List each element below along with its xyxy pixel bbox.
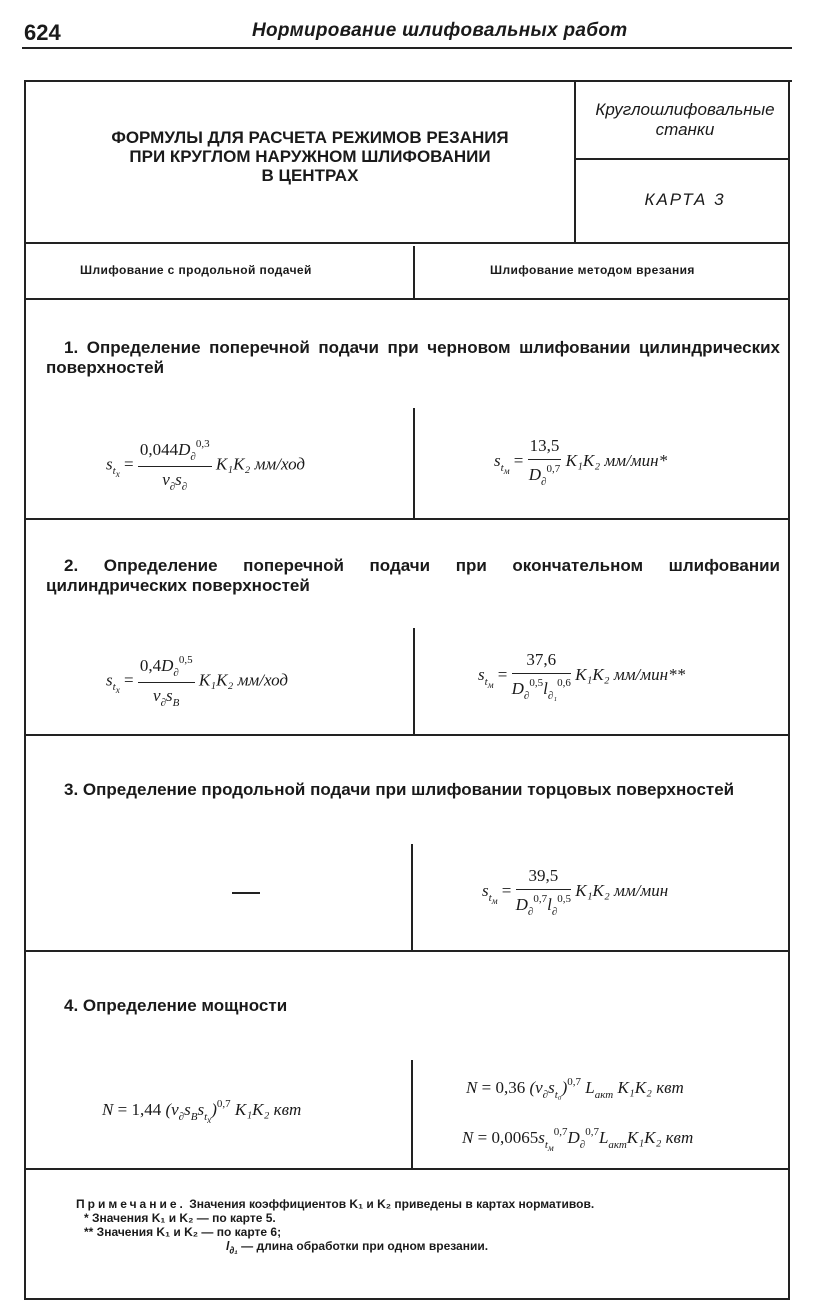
frame-top — [24, 80, 792, 82]
section-1-divider — [413, 408, 415, 518]
formula-4-left: N = 1,44 $(v_\partial s_Bs_{t_x})^{0,7}$ K₁K₂ квт — [102, 1098, 302, 1126]
formula-2-left: $s_{t_x}$ = $\frac{0,4D_\partial^{0,5}}{v_\partial s_B}$ K₁K₂ мм/ход — [106, 654, 288, 709]
section-3-divider — [411, 844, 413, 950]
frame-left — [24, 80, 26, 1300]
formula-2-right: $s_{t_м}$ = $\frac{37,6}{D_\partial^{0,5}l_{\partial_1}^{0,6}}$ K₁K₂ мм/мин** — [478, 650, 686, 702]
formula-1-left: $s_{t_x}$ = $\frac{0,044D_\partial^{0,3}}{v_\partial s_\partial}$ K₁K₂ мм/ход — [106, 438, 305, 493]
section-4-heading: 4. Определение мощности — [64, 996, 288, 1015]
column-header-right: Шлифование методом врезания — [490, 263, 695, 277]
frame-right — [788, 80, 790, 1300]
frame-bottom — [24, 1298, 790, 1300]
column-header-left: Шлифование с продольной подачей — [80, 263, 312, 277]
column-header-rule — [24, 298, 790, 300]
section-3-rule — [24, 950, 790, 952]
formula-1-right: $s_{t_м}$ = $\frac{13,5}{D_\partial^{0,7}}$ K₁K₂ мм/мин* — [494, 436, 668, 488]
formula-4-right-a: N = 0,36 $(v_\partial s_{t_0})^{0,7}$ $L_{акт}$ K₁K₂ квт — [466, 1076, 684, 1101]
formula-4-right-b: $N = 0,0065s_{t_м}^{0,7}D_\partial^{0,7}L_{акт}K_1K_2$ квт — [462, 1126, 694, 1154]
section-4-rule — [24, 1168, 790, 1170]
footnote: Примечание. Значения коэффициентов K₁ и K₂ приведены в картах нормативов. * Значения K₁ и K₂ — по карте 5. ** Значения K₁ и K₂ — по карте 6; $l_{\partial_1}$ — длина обработки при одном врезании. — [76, 1197, 595, 1257]
section-4-divider — [411, 1060, 413, 1168]
column-header-divider — [413, 246, 415, 298]
section-1-rule — [24, 518, 790, 520]
formula-3-right: $s_{t_м}$ = $\frac{39,5}{D_\partial^{0,7}l_\partial^{0,5}}$ K₁K₂ мм/мин — [482, 866, 669, 918]
header-rule — [22, 47, 792, 49]
running-title: Нормирование шлифовальных работ — [252, 20, 628, 41]
machine-type: Круглошлифовальные станки — [595, 100, 775, 139]
title-divider — [574, 80, 576, 244]
formula-3-left-dash — [232, 892, 260, 894]
section-3-heading: 3. Определение продольной подачи при шлифовании торцовых поверхностей — [64, 780, 735, 799]
card-number: КАРТА 3 — [644, 190, 726, 209]
section-2-divider — [413, 628, 415, 734]
section-2-heading: 2. Определение поперечной подачи при окончательном шлифовании цилиндрических поверхностей — [46, 556, 780, 595]
title-right-divider — [576, 158, 788, 160]
page-number: 624 — [24, 20, 61, 45]
section-2-rule — [24, 734, 790, 736]
title-bottom-rule — [24, 242, 790, 244]
section-1-heading: 1. Определение поперечной подачи при черновом шлифовании цилиндрических поверхностей — [46, 338, 780, 377]
card-title: ФОРМУЛЫ ДЛЯ РАСЧЕТА РЕЖИМОВ РЕЗАНИЯ ПРИ КРУГЛОМ НАРУЖНОМ ШЛИФОВАНИИ В ЦЕНТРАХ — [111, 128, 509, 185]
